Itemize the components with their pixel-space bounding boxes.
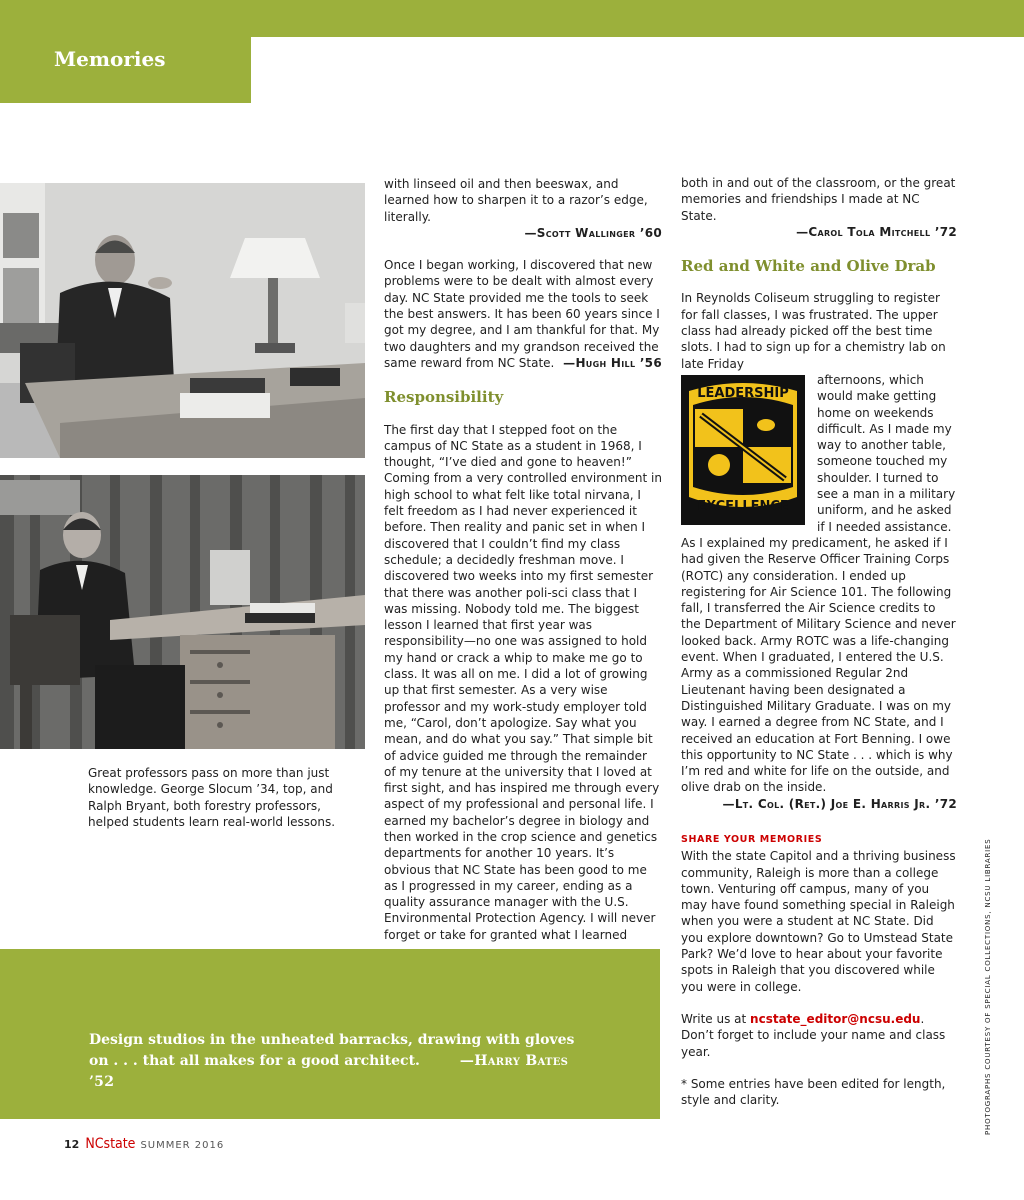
- article-column-1: [384, 176, 662, 943]
- author-signature: —Lt. Col. (Ret.) Joe E. Harris Jr. ’72: [722, 796, 957, 811]
- body-paragraph: In Reynolds Coliseum struggling to register for fall classes, I was frustrated. The upper class had already picked off the best time slots. I had to sign up for a chemistry lab on late Friday: [681, 291, 946, 371]
- page-number: 12: [64, 1138, 80, 1151]
- photo-credit-wrapper: [970, 838, 992, 1135]
- author-signature: —Carol Tola Mitchell ’72: [796, 224, 957, 239]
- pull-quote-text: Design studios in the unheated barracks, drawing with gloves on . . . that all makes for a good architect.: [89, 1032, 575, 1069]
- article-column-2: [681, 175, 957, 1108]
- ncstate-logo: NCstate: [85, 1136, 136, 1152]
- editing-note: * Some entries have been edited for length, style and clarity.: [681, 1076, 946, 1108]
- heading-red-white-olive: Red and White and Olive Drab: [681, 257, 936, 276]
- photo-professor-ralph-bryant: [0, 475, 365, 749]
- page-footer: [64, 1136, 224, 1152]
- body-paragraph: with linseed oil and then beeswax, and learned how to sharpen it to a razor’s edge, literally.: [384, 177, 648, 224]
- write-us-text: Write us at ncstate_editor@ncsu.edu. Don’t forget to include your name and class year.: [681, 1011, 946, 1059]
- body-paragraph: both in and out of the classroom, or the great memories and friendships I made at NC State.: [681, 176, 956, 223]
- section-title: Memories: [54, 47, 166, 71]
- body-paragraph: Once I began working, I discovered that new problems were to be dealt with almost every day. NC State provided me the tools to seek the best answers. It has been 60 years since I got my degree, and I am thankful for that. My two daughters and my grandson received the same reward from NC State. —Hugh Hill ’56: [384, 258, 662, 370]
- top-color-bar: [0, 0, 1024, 37]
- photo-professor-george-slocum: [0, 183, 365, 458]
- body-paragraph: afternoons, which would make getting home on weekends difficult. As I made my way to another table, someone touched my shoulder. I turned to see a man in a military uniform, and he asked if I needed assistance. As I explained my predicament, he asked if I had given the Reserve Officer Training Corps (ROTC) any consideration. I ended up registering for Air Science 101. The following fall, I transferred the Air Science credits to the Department of Military Science and never looked back. Army ROTC was a life-changing event. When I graduated, I entered the U.S. Army as a commissioned Regular 2nd Lieutenant having been designated a Distinguished Military Graduate. I was on my way. I earned a degree from NC State, and I received an education at Fort Benning. I owe this opportunity to NC State . . . which is why I’m red and white for life on the outside, and olive drab on the inside.: [681, 372, 956, 795]
- photo-professor-bottom: [0, 475, 365, 749]
- share-memories-label: SHARE YOUR MEMORIES: [681, 833, 823, 845]
- emblem-top-text: LEADERSHIP: [697, 385, 789, 401]
- photo-professor-top: [0, 183, 365, 458]
- photo-caption: Great professors pass on more than just knowledge. George Slocum ’34, top, and Ralph Bryant, both forestry professors, helped students learn real-world lessons.: [88, 766, 336, 829]
- editor-email-link[interactable]: ncstate_editor@ncsu.edu: [750, 1011, 921, 1026]
- author-signature: —Scott Wallinger ’60: [524, 225, 662, 240]
- rotc-emblem-icon: [681, 375, 805, 525]
- author-signature: —Hugh Hill ’56: [563, 355, 662, 370]
- heading-responsibility: Responsibility: [384, 388, 504, 407]
- issue-label: SUMMER 2016: [140, 1140, 225, 1151]
- share-memories-text: With the state Capitol and a thriving business community, Raleigh is more than a college town. Venturing off campus, many of you may have found something special in Raleigh when you were a student at NC State. Did you explore downtown? Go to Umstead State Park? We’d love to hear about your favorite spots in Raleigh that you discovered while you were in college.: [681, 849, 956, 994]
- pull-quote-attribution: —Harry Bates ’52: [89, 1053, 569, 1090]
- pull-quote: [89, 1030, 589, 1093]
- emblem-bottom-text: EXCELLENCE: [697, 498, 789, 514]
- body-paragraph: The first day that I stepped foot on the campus of NC State as a student in 1968, I thought, “I’ve died and gone to heaven!” Coming from a very controlled environment in high school to what felt like total nirvana, I felt freedom as I had never experienced it before. Then reality and panic set in when I discovered that I couldn’t find my class schedule; a decidedly freshman move. I discovered two weeks into my first semester that there was another poli-sci class that I was missing. Nobody told me. The biggest lesson I learned that first year was responsibility—no one was assigned to hold my hand or crack a whip to make me go to class. It was all on me. I did a lot of growing up that first semester. As a very wise professor and my work-study employer told me, “Carol, don’t apologize. Say what you mean, and do what you say.” That simple bit of advice guided me through the remainder of my tenure at the university that I loved at first sight, and has inspired me through every aspect of my professional and personal life. I earned my bachelor’s degree in biology and then worked in the crop science and genetics departments for another 10 years. It’s obvious that NC State has been good to me as I progressed in my career, ending as a quality assurance manager with the U.S. Environmental Protection Agency. I will never forget or take for granted what I learned: [384, 422, 662, 942]
- photo-credit: PHOTOGRAPHS COURTESY OF SPECIAL COLLECTIONS, NCSU LIBRARIES: [984, 838, 992, 1135]
